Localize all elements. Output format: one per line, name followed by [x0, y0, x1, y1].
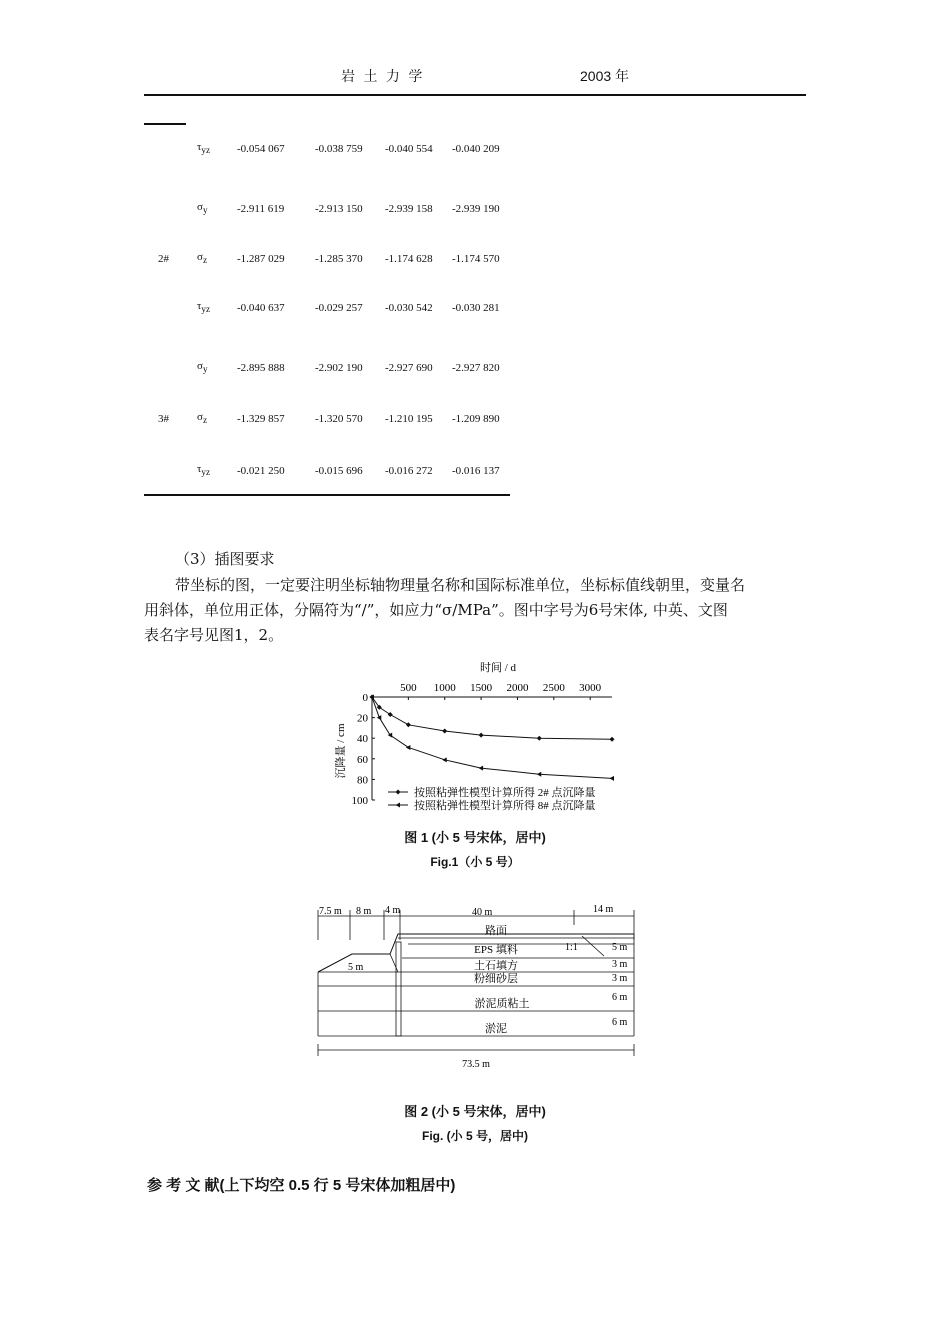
series-line-1 — [372, 697, 612, 739]
fig1-caption-cn: 图 1 (小 5 号宋体，居中) — [404, 830, 546, 845]
table-cell: -2.927 820 — [452, 362, 500, 374]
slope-label: 1:1 — [565, 942, 578, 953]
legend-label: 按照粘弹性模型计算所得 2# 点沉降量 — [414, 787, 596, 799]
table-cell: -2.902 190 — [315, 362, 363, 374]
layer-silty-clay: 淤泥质粘土 — [474, 998, 530, 1010]
table-cell: -2.939 158 — [385, 203, 433, 215]
table-cell: -1.329 857 — [237, 413, 285, 425]
thick-3m-b: 3 m — [612, 973, 628, 984]
legend-marker — [396, 803, 401, 808]
table-bottom-rule — [144, 494, 510, 496]
table-cell: -2.913 150 — [315, 203, 363, 215]
settlement-chart — [320, 655, 620, 820]
layer-earth-rock-fill: 土石填方 — [474, 960, 518, 972]
table-cell: -2.927 690 — [385, 362, 433, 374]
x-tick-label: 2500 — [542, 682, 565, 694]
thick-3m-a: 3 m — [612, 959, 628, 970]
table-symbol: $\sigma_y$ — [197, 201, 208, 216]
y-tick-label: 80 — [357, 774, 368, 787]
thick-6m-a: 6 m — [612, 992, 628, 1003]
header-rule — [144, 94, 806, 96]
fig2-caption-en: Fig. (小 5 号，居中) — [422, 1129, 528, 1143]
table-cell: -0.030 542 — [385, 302, 433, 314]
journal-title: 岩 土 力 学 — [341, 69, 425, 85]
series-point — [610, 776, 615, 781]
table-cell: -0.040 554 — [385, 143, 433, 155]
layer-fine-sand: 粉细砂层 — [474, 973, 518, 985]
table-cell: -0.015 696 — [315, 465, 363, 477]
table-symbol: $\sigma_y$ — [197, 360, 208, 375]
section-heading: （3）插图要求 — [175, 550, 275, 568]
series-point — [406, 722, 411, 727]
layer-road-surface: 路面 — [485, 925, 507, 937]
series-line-2 — [372, 697, 612, 778]
y-tick-label: 0 — [362, 692, 368, 704]
y-tick-label: 60 — [357, 753, 368, 766]
table-cell: -1.210 195 — [385, 413, 433, 425]
journal-year: 2003 年 — [580, 68, 630, 84]
x-tick-label: 3000 — [579, 682, 602, 694]
dim-7-5m: 7.5 m — [319, 906, 342, 917]
dim-8m: 8 m — [356, 906, 372, 917]
embankment-section-diagram — [312, 900, 642, 1075]
table-cell: -1.285 370 — [315, 253, 363, 265]
table-cell: -1.174 570 — [452, 253, 500, 265]
dim-4m: 4 m — [385, 905, 401, 916]
layer-eps-fill: EPS 填料 — [474, 944, 518, 956]
y-tick-label: 100 — [351, 795, 368, 807]
layer-silt: 淤泥 — [485, 1023, 507, 1035]
x-tick-label: 500 — [400, 682, 417, 694]
series-point — [537, 772, 542, 777]
table-cell: -2.911 619 — [237, 203, 285, 215]
table-group-label: 2# — [158, 253, 169, 265]
table-top-rule-fragment — [144, 123, 186, 125]
table-group-label: 3# — [158, 413, 169, 425]
table-cell: -0.040 637 — [237, 302, 285, 314]
table-cell: -0.021 250 — [237, 465, 285, 477]
table-cell: -0.029 257 — [315, 302, 363, 314]
y-tick-label: 40 — [357, 733, 368, 746]
fig2-caption-cn: 图 2 (小 5 号宋体，居中) — [404, 1104, 546, 1119]
table-symbol: $\tau_{yz}$ — [197, 141, 211, 156]
references-heading: 参 考 文 献(上下均空 0.5 行 5 号宋体加粗居中) — [147, 1177, 456, 1194]
dim-14m: 14 m — [593, 904, 614, 915]
shoulder-dim: 5 m — [348, 962, 364, 973]
table-symbol: $\sigma_z$ — [197, 251, 208, 266]
para-line-1: 带坐标的图，一定要注明坐标轴物理量名称和国际标准单位，坐标标值线朝里，变量名 — [175, 576, 746, 594]
series-point — [442, 728, 447, 733]
table-symbol: $\tau_{yz}$ — [197, 463, 211, 478]
series-point — [479, 766, 484, 771]
thick-5m: 5 m — [612, 942, 628, 953]
x-tick-label: 1000 — [433, 682, 456, 694]
y-tick-label: 20 — [357, 712, 368, 725]
series-point — [537, 736, 542, 741]
table-cell: -1.287 029 — [237, 253, 285, 265]
series-point — [479, 733, 484, 738]
series-point — [442, 757, 447, 762]
table-cell: -0.030 281 — [452, 302, 500, 314]
thick-6m-b: 6 m — [612, 1017, 628, 1028]
total-width: 73.5 m — [462, 1059, 490, 1070]
x-tick-label: 1500 — [470, 682, 493, 694]
series-point — [388, 733, 393, 738]
table-symbol: $\tau_{yz}$ — [197, 300, 211, 315]
fig1-caption-en: Fig.1（小 5 号） — [430, 855, 520, 869]
table-cell: -1.174 628 — [385, 253, 433, 265]
table-cell: -1.320 570 — [315, 413, 363, 425]
para-line-3: 表名字号见图1，2。 — [144, 626, 284, 644]
x-tick-label: 2000 — [506, 682, 529, 694]
table-cell: -0.054 067 — [237, 143, 285, 155]
legend-marker — [396, 790, 401, 795]
para-line-2: 用斜体，单位用正体，分隔符为“/”，如应力“σ/MPa”。图中字号为6号宋体, 中英、文图 — [144, 601, 728, 619]
table-symbol: $\sigma_z$ — [197, 411, 208, 426]
chart-ylabel: 沉降量 / cm — [335, 723, 347, 779]
table-cell: -1.209 890 — [452, 413, 500, 425]
table-cell: -2.939 190 — [452, 203, 500, 215]
table-cell: -0.040 209 — [452, 143, 500, 155]
legend-label: 按照粘弹性模型计算所得 8# 点沉降量 — [414, 800, 596, 812]
table-cell: -0.016 272 — [385, 465, 433, 477]
table-cell: -2.895 888 — [237, 362, 285, 374]
chart-xlabel: 时间 / d — [479, 662, 517, 674]
series-point — [610, 737, 615, 742]
table-cell: -0.038 759 — [315, 143, 363, 155]
table-cell: -0.016 137 — [452, 465, 500, 477]
dim-40m: 40 m — [472, 907, 493, 918]
